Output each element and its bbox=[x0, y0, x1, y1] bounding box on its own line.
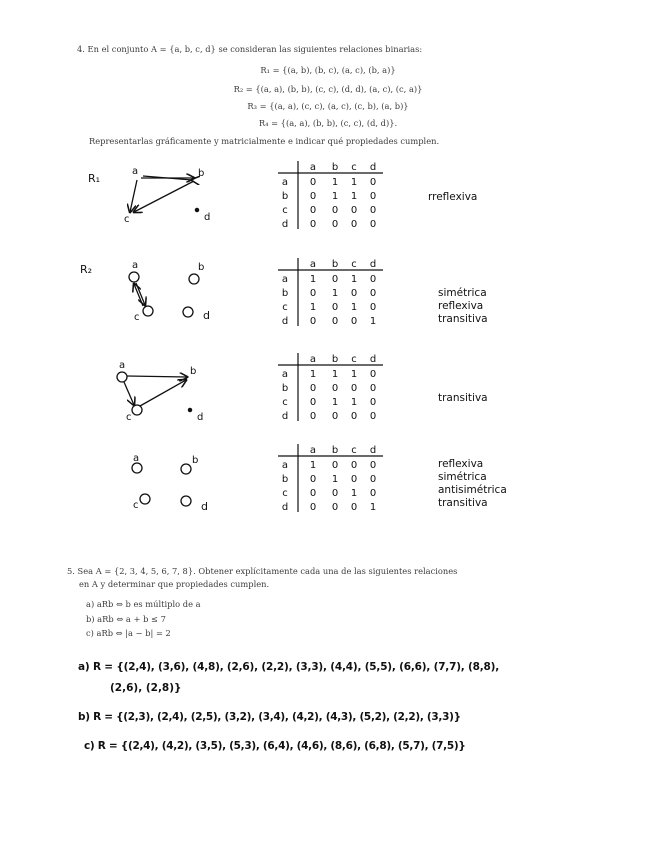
matrix-cell: 0 bbox=[331, 219, 339, 230]
problem5-item-c: c) aRb ⇔ |a − b| = 2 bbox=[86, 628, 171, 638]
answer5-b: b) R = {(2,3), (2,4), (2,5), (3,2), (3,4), (4,2), (4,3), (5,2), (2,2), (3,3)} bbox=[78, 711, 461, 723]
matrix-cell: 0 bbox=[331, 316, 339, 327]
property-label: transitiva bbox=[438, 497, 488, 509]
matrix-row-label: b bbox=[281, 191, 289, 202]
matrix-cell: 0 bbox=[369, 177, 377, 188]
matrix-cell: 0 bbox=[350, 383, 358, 394]
matrix-cell: 0 bbox=[331, 411, 339, 422]
matrix-col-header: d bbox=[369, 354, 377, 365]
matrix-cell: 0 bbox=[369, 383, 377, 394]
matrix-row-label: b bbox=[281, 288, 289, 299]
matrix-cell: 0 bbox=[309, 474, 317, 485]
matrix-col-header: c bbox=[351, 162, 357, 173]
matrix-cell: 1 bbox=[309, 274, 317, 285]
matrix-cell: 0 bbox=[309, 177, 317, 188]
matrix-col-header: c bbox=[351, 259, 357, 270]
node-d: d bbox=[203, 309, 210, 322]
matrix-cell: 0 bbox=[309, 205, 317, 216]
matrix-cell: 1 bbox=[350, 488, 358, 499]
matrix-row-label: d bbox=[281, 316, 289, 327]
matrix-4 bbox=[278, 444, 383, 513]
matrix-cell: 1 bbox=[350, 302, 358, 313]
graph-r2 bbox=[80, 260, 210, 323]
matrix-cell: 1 bbox=[331, 474, 339, 485]
matrix-cell: 0 bbox=[331, 274, 339, 285]
property-label: simétrica bbox=[438, 287, 487, 299]
matrix-row-label: c bbox=[282, 205, 288, 216]
handwritten-answers-4 bbox=[0, 150, 656, 530]
matrix-col-header: b bbox=[331, 162, 339, 173]
matrix-row-label: a bbox=[281, 177, 289, 188]
matrix-cell: 1 bbox=[350, 177, 358, 188]
matrix-col-header: b bbox=[331, 354, 339, 365]
node-d: d bbox=[204, 212, 211, 223]
matrix-2 bbox=[278, 258, 383, 327]
graph-r2-label: R₂ bbox=[80, 263, 93, 276]
matrix-row-label: c bbox=[282, 488, 288, 499]
matrix-col-header: b bbox=[331, 445, 339, 456]
matrix-cell: 0 bbox=[331, 383, 339, 394]
matrix-cell: 0 bbox=[350, 474, 358, 485]
matrix-cell: 0 bbox=[309, 383, 317, 394]
graph-r3 bbox=[117, 360, 203, 423]
matrix-cell: 0 bbox=[369, 488, 377, 499]
matrix-cell: 0 bbox=[369, 274, 377, 285]
relation-r2: R₂ = {(a, a), (b, b), (c, c), (d, d), (a, c), (c, a)} bbox=[233, 84, 423, 94]
answer5-c: c) R = {(2,4), (4,2), (3,5), (5,3), (6,4), (4,6), (8,6), (6,8), (5,7), (7,5)} bbox=[84, 740, 466, 752]
node-b: b bbox=[198, 262, 205, 273]
matrix-cell: 0 bbox=[309, 219, 317, 230]
problem5-item-b: b) aRb ⇔ a + b ≤ 7 bbox=[86, 614, 166, 624]
matrix-cell: 0 bbox=[331, 460, 339, 471]
matrix-row-label: a bbox=[281, 274, 289, 285]
matrix-cell: 1 bbox=[309, 302, 317, 313]
matrix-cell: 0 bbox=[309, 502, 317, 513]
property-label: reflexiva bbox=[438, 300, 484, 312]
property-label: simétrica bbox=[438, 471, 487, 483]
matrix-row-label: d bbox=[281, 502, 289, 513]
property-label: rreflexiva bbox=[428, 191, 478, 203]
node-c: c bbox=[133, 500, 139, 511]
node-a: a bbox=[133, 453, 140, 464]
matrix-cell: 0 bbox=[369, 474, 377, 485]
matrix-cell: 0 bbox=[309, 288, 317, 299]
matrix-cell: 1 bbox=[309, 460, 317, 471]
matrix-cell: 0 bbox=[309, 411, 317, 422]
matrix-cell: 0 bbox=[350, 460, 358, 471]
matrix-row-label: a bbox=[281, 369, 289, 380]
matrix-1 bbox=[278, 161, 383, 230]
matrix-cell: 0 bbox=[309, 488, 317, 499]
problem5-statement-line2: en A y determinar que propiedades cumplen. bbox=[79, 579, 270, 589]
matrix-cell: 1 bbox=[331, 369, 339, 380]
matrix-cell: 1 bbox=[331, 191, 339, 202]
matrix-cell: 1 bbox=[309, 369, 317, 380]
matrix-cell: 0 bbox=[369, 219, 377, 230]
node-c: c bbox=[126, 412, 132, 423]
node-a: a bbox=[132, 166, 139, 177]
matrix-col-header: a bbox=[309, 259, 317, 270]
matrix-col-header: a bbox=[309, 162, 317, 173]
relation-r3: R₃ = {(a, a), (c, c), (a, c), (c, b), (a, b)} bbox=[247, 101, 409, 111]
node-b: b bbox=[190, 366, 197, 377]
matrix-cell: 0 bbox=[350, 411, 358, 422]
matrix-cell: 0 bbox=[369, 411, 377, 422]
matrix-col-header: d bbox=[369, 259, 377, 270]
matrix-col-header: c bbox=[351, 445, 357, 456]
matrix-cell: 1 bbox=[350, 191, 358, 202]
matrix-cell: 0 bbox=[369, 288, 377, 299]
matrix-cell: 0 bbox=[350, 316, 358, 327]
node-b: b bbox=[192, 455, 199, 466]
matrix-cell: 0 bbox=[369, 191, 377, 202]
matrix-cell: 0 bbox=[369, 205, 377, 216]
matrix-row-label: a bbox=[281, 460, 289, 471]
properties-3 bbox=[438, 392, 488, 404]
matrix-cell: 0 bbox=[331, 502, 339, 513]
node-c: c bbox=[124, 214, 130, 225]
matrix-cell: 1 bbox=[331, 397, 339, 408]
problem5-item-a: a) aRb ⇔ b es múltiplo de a bbox=[86, 599, 201, 609]
matrix-cell: 0 bbox=[331, 488, 339, 499]
matrix-col-header: a bbox=[309, 445, 317, 456]
matrix-cell: 0 bbox=[350, 219, 358, 230]
matrix-cell: 0 bbox=[331, 302, 339, 313]
graph-r1 bbox=[88, 166, 210, 225]
matrix-cell: 1 bbox=[331, 177, 339, 188]
matrix-cell: 1 bbox=[350, 274, 358, 285]
matrix-cell: 1 bbox=[331, 288, 339, 299]
matrix-col-header: b bbox=[331, 259, 339, 270]
matrix-cell: 0 bbox=[369, 302, 377, 313]
property-label: transitiva bbox=[438, 392, 488, 404]
matrix-cell: 1 bbox=[350, 369, 358, 380]
matrix-row-label: b bbox=[281, 383, 289, 394]
matrix-col-header: c bbox=[351, 354, 357, 365]
matrix-cell: 0 bbox=[350, 205, 358, 216]
matrix-cell: 1 bbox=[369, 502, 377, 513]
matrix-cell: 0 bbox=[331, 205, 339, 216]
matrix-cell: 0 bbox=[350, 288, 358, 299]
matrix-cell: 0 bbox=[369, 369, 377, 380]
graph-r1-label: R₁ bbox=[88, 172, 101, 185]
matrix-cell: 0 bbox=[309, 316, 317, 327]
property-label: reflexiva bbox=[438, 458, 484, 470]
answer5-a-line1: a) R = {(2,4), (3,6), (4,8), (2,6), (2,2), (3,3), (4,4), (5,5), (6,6), (7,7), (8,8), bbox=[78, 661, 500, 673]
node-c: c bbox=[134, 312, 140, 323]
node-d: d bbox=[197, 412, 204, 423]
matrix-row-label: d bbox=[281, 411, 289, 422]
matrix-cell: 0 bbox=[309, 397, 317, 408]
property-label: transitiva bbox=[438, 313, 488, 325]
properties-1 bbox=[428, 191, 477, 203]
problem5-statement-line1: 5. Sea A = {2, 3, 4, 5, 6, 7, 8}. Obtener explícitamente cada una de las siguientes relaciones bbox=[67, 566, 458, 576]
matrix-cell: 1 bbox=[369, 316, 377, 327]
properties bbox=[428, 191, 507, 509]
matrix-col-header: d bbox=[369, 162, 377, 173]
matrix-row-label: c bbox=[282, 397, 288, 408]
properties-4 bbox=[438, 458, 507, 509]
matrix-cell: 0 bbox=[369, 397, 377, 408]
matrix-row-label: d bbox=[281, 219, 289, 230]
node-a: a bbox=[119, 360, 126, 371]
problem4-instruction: Representarlas gráficamente y matricialmente e indicar qué propiedades cumplen. bbox=[89, 136, 440, 146]
properties-2 bbox=[438, 287, 488, 325]
matrices bbox=[278, 161, 383, 513]
matrix-cell: 1 bbox=[350, 397, 358, 408]
node-a: a bbox=[132, 260, 139, 271]
matrix-row-label: b bbox=[281, 474, 289, 485]
property-label: antisimétrica bbox=[438, 484, 507, 496]
graph-r4 bbox=[132, 453, 208, 513]
node-b: b bbox=[198, 168, 205, 179]
relation-r4: R₄ = {(a, a), (b, b), (c, c), (d, d)}. bbox=[258, 118, 398, 128]
relation-r1: R₁ = {(a, b), (b, c), (a, c), (b, a)} bbox=[260, 65, 396, 75]
matrix-col-header: d bbox=[369, 445, 377, 456]
answer5-a-line2: (2,6), (2,8)} bbox=[110, 682, 182, 694]
matrix-col-header: a bbox=[309, 354, 317, 365]
problem4-statement: 4. En el conjunto A = {a, b, c, d} se consideran las siguientes relaciones binarias: bbox=[77, 44, 423, 54]
node-d: d bbox=[201, 500, 208, 513]
matrix-cell: 0 bbox=[350, 502, 358, 513]
matrix-row-label: c bbox=[282, 302, 288, 313]
matrix-3 bbox=[278, 353, 383, 422]
matrix-cell: 0 bbox=[369, 460, 377, 471]
matrix-cell: 0 bbox=[309, 191, 317, 202]
